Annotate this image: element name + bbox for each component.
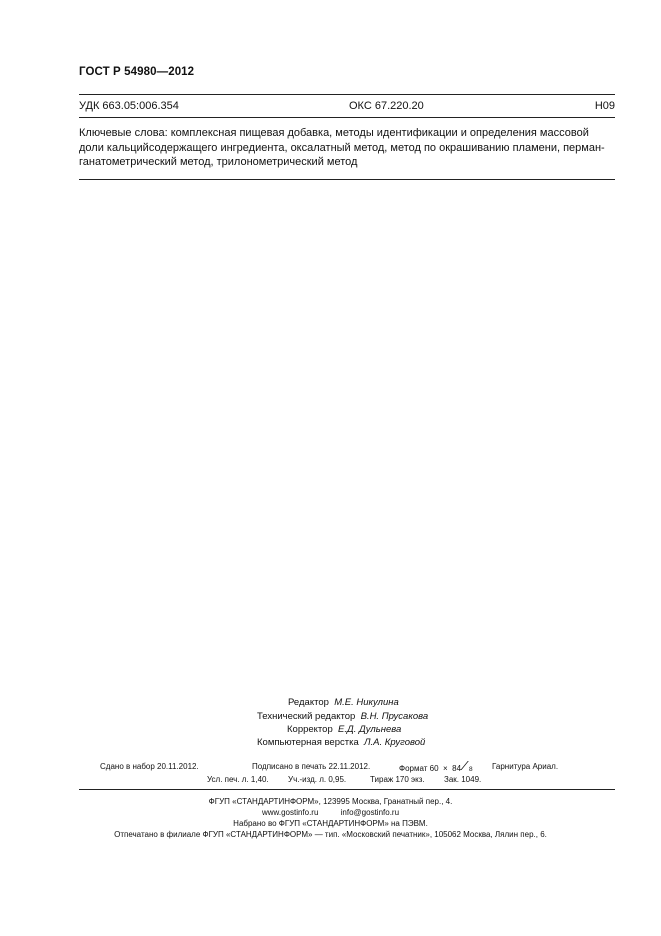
keywords-divider bbox=[79, 179, 615, 180]
standard-code: ГОСТ Р 54980—2012 bbox=[79, 66, 195, 78]
udc-code: УДК 663.05:006.354 bbox=[79, 100, 179, 112]
submitted-date: Сдано в набор 20.11.2012. bbox=[100, 762, 199, 771]
editor-name: М.Е. Никулина bbox=[334, 697, 399, 708]
publisher-contacts bbox=[0, 807, 661, 818]
format-num: 84 bbox=[452, 764, 462, 773]
top-divider bbox=[79, 94, 615, 95]
editor-label: Редактор bbox=[288, 697, 329, 708]
credit-corrector bbox=[287, 724, 401, 735]
credit-tech-editor bbox=[257, 711, 428, 722]
corrector-label: Корректор bbox=[287, 724, 333, 735]
keywords-block bbox=[79, 126, 615, 170]
format-den: 8 bbox=[469, 766, 473, 773]
corrector-name: Е.Д. Дульнева bbox=[338, 724, 402, 735]
credit-layout bbox=[257, 737, 425, 748]
circulation: Тираж 170 экз. bbox=[370, 775, 425, 784]
format-fraction bbox=[461, 758, 475, 774]
classification-divider bbox=[79, 117, 615, 118]
typeset-note: Набрано во ФГУП «СТАНДАРТИНФОРМ» на ПЭВМ. bbox=[233, 819, 428, 828]
keywords-line: Ключевые слова: комплексная пищевая добавка, методы идентификации и определения массовой bbox=[79, 127, 589, 139]
print-sheets: Усл. печ. л. 1,40. bbox=[207, 775, 269, 784]
publisher-email: info@gostinfo.ru bbox=[340, 808, 400, 817]
group-code: Н09 bbox=[594, 100, 615, 112]
format-times: × bbox=[443, 764, 448, 773]
imprint-divider bbox=[79, 789, 615, 790]
order-number: Зак. 1049. bbox=[444, 775, 482, 784]
layout-label: Компьютерная верстка bbox=[257, 737, 359, 748]
signed-date: Подписано в печать 22.11.2012. bbox=[252, 762, 371, 771]
credit-editor bbox=[288, 697, 399, 708]
printed-note: Отпечатано в филиале ФГУП «СТАНДАРТИНФОРМ» — тип. «Московский печатник», 105062 Москва, Лялин пер., 6. bbox=[114, 830, 547, 839]
publisher-address: ФГУП «СТАНДАРТИНФОРМ», 123995 Москва, Гранатный пер., 4. bbox=[208, 797, 453, 806]
tech-editor-label: Технический редактор bbox=[257, 711, 356, 722]
format-slash: ⁄ bbox=[464, 758, 467, 773]
format-label: Формат 60 bbox=[399, 764, 439, 773]
publisher-site: www.gostinfo.ru bbox=[261, 808, 319, 817]
oks-code: ОКС 67.220.20 bbox=[349, 100, 424, 112]
font-name: Гарнитура Ариал. bbox=[492, 762, 559, 771]
publication-sheets: Уч.-изд. л. 0,95. bbox=[288, 775, 347, 784]
layout-name: Л.А. Круговой bbox=[364, 737, 426, 748]
keywords-line: доли кальцийсодержащего ингредиента, оксалатный метод, метод по окрашиванию пламени, перман- bbox=[79, 141, 605, 154]
tech-editor-name: В.Н. Прусакова bbox=[360, 711, 429, 722]
keywords-line: ганатометрический метод, трилонометрический метод bbox=[79, 156, 358, 168]
print-format bbox=[399, 758, 475, 774]
